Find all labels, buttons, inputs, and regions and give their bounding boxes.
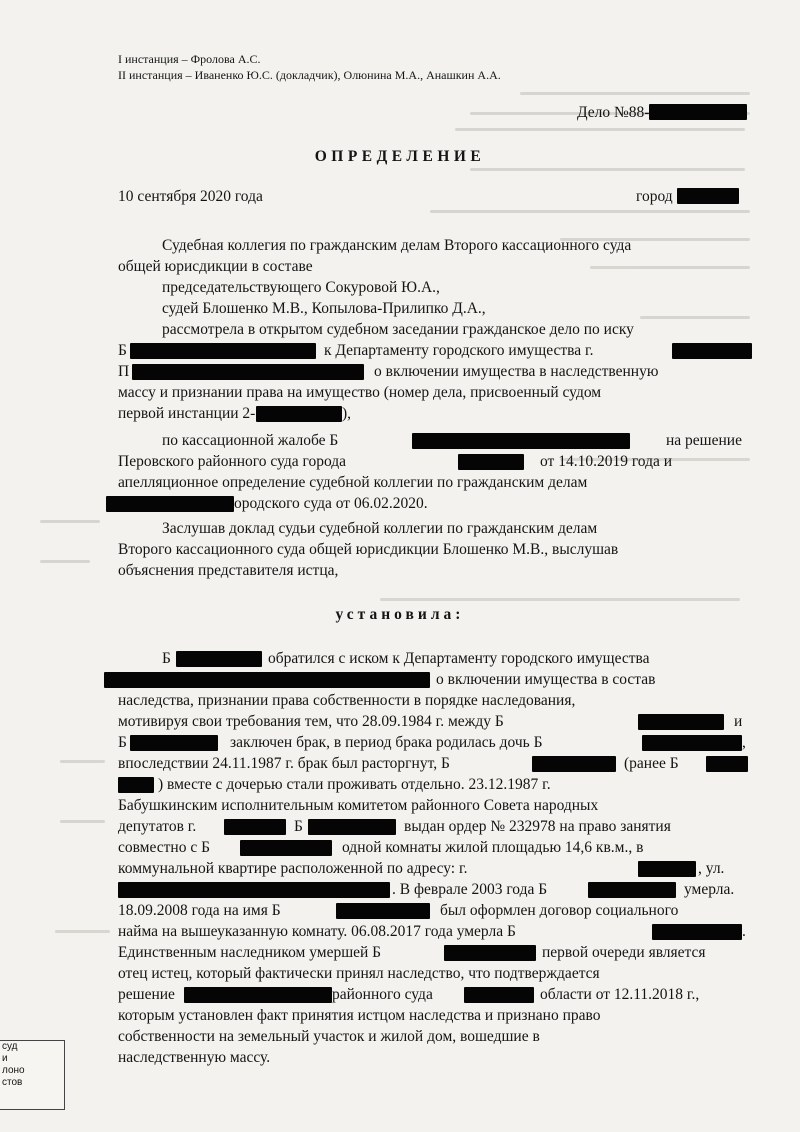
- redaction-box: [412, 433, 630, 449]
- text-line: Б: [162, 650, 171, 667]
- body-line: объяснения представителя истца,: [118, 562, 339, 579]
- body-line: общей юрисдикции в составе: [118, 258, 313, 275]
- redaction-box: [104, 672, 430, 688]
- text-line: ,: [742, 734, 746, 751]
- document-title: ОПРЕДЕЛЕНИЕ: [314, 148, 486, 165]
- body-line: председательствующего Сокуровой Ю.А.,: [162, 279, 440, 296]
- redaction-box: [638, 714, 724, 730]
- body-line: Второго кассационного суда общей юрисдикции Блошенко М.В., выслушав: [118, 541, 619, 558]
- stamp-line: и: [2, 1053, 8, 1064]
- body-line: о включении имущества в наследственную: [374, 363, 659, 380]
- body-line: от 14.10.2019 года и: [540, 453, 673, 470]
- text-line: ) вместе с дочерью стали проживать отдельно. 23.12.1987 г.: [158, 776, 551, 793]
- redaction-box: [677, 188, 739, 204]
- text-line: впоследствии 24.11.1987 г. брак был расторгнут, Б: [118, 755, 450, 772]
- section-heading: установила:: [335, 606, 465, 623]
- body-line: к Департаменту городского имущества г.: [324, 342, 594, 359]
- redaction-box: [336, 903, 430, 919]
- redaction-box: [672, 343, 752, 359]
- text-line: обратился с иском к Департаменту городского имущества: [268, 650, 650, 667]
- document-city: [636, 186, 739, 207]
- body-line: на решение: [666, 432, 742, 449]
- text-line: и: [734, 713, 743, 730]
- text-line: был оформлен договор социального: [440, 902, 679, 919]
- text-line: одной комнаты жилой площадью 14,6 кв.м., в: [342, 839, 644, 856]
- text-line: которым установлен факт принятия истцом наследства и признано право: [118, 1007, 601, 1024]
- first-instance-judge: I инстанция – Фролова А.С.: [118, 52, 261, 66]
- text-line: Б: [294, 818, 303, 835]
- text-line: собственности на земельный участок и жилой дом, вошедшие в: [118, 1028, 540, 1045]
- text-line: первой очереди является: [542, 944, 706, 961]
- text-line: совместно с Б: [118, 839, 210, 856]
- text-line: (ранее Б: [624, 755, 679, 772]
- body-line: массу и признании права на имущество (номер дела, присвоенный судом: [118, 384, 602, 401]
- redaction-box: [130, 343, 316, 359]
- case-number: [577, 104, 747, 122]
- redaction-box: [532, 756, 616, 772]
- partial-court-stamp: [0, 1040, 65, 1110]
- body-line: рассмотрела в открытом судебном заседании гражданское дело по иску: [162, 321, 634, 338]
- text-line: области от 12.11.2018 г.,: [540, 986, 700, 1003]
- redaction-box: [130, 735, 218, 751]
- text-line: Б: [118, 734, 127, 751]
- body-line: Заслушав доклад судьи судебной коллегии по гражданским делам: [162, 520, 598, 537]
- redaction-box: [106, 496, 234, 512]
- redaction-box: [444, 945, 536, 961]
- body-line: П: [118, 363, 130, 380]
- text-line: мотивируя свои требования тем, что 28.09.1984 г. между Б: [118, 713, 504, 730]
- body-line: первой инстанции 2-: [118, 405, 256, 422]
- text-line: районного суда: [332, 986, 433, 1003]
- redaction-box: [649, 104, 747, 120]
- text-line: наследства, признании права собственности в порядке наследования,: [118, 692, 576, 709]
- redaction-box: [240, 840, 332, 856]
- text-line: Единственным наследником умершей Б: [118, 944, 382, 961]
- body-line: Б: [118, 342, 127, 359]
- text-line: 18.09.2008 года на имя Б: [118, 902, 281, 919]
- redaction-box: [118, 882, 390, 898]
- text-line: Бабушкинским исполнительным комитетом районного Совета народных: [118, 797, 599, 814]
- redaction-box: [256, 406, 342, 422]
- redaction-box: [464, 987, 534, 1003]
- text-line: заключен брак, в период брака родилась дочь Б: [230, 734, 543, 751]
- stamp-line: стов: [2, 1077, 23, 1088]
- body-line: судей Блошенко М.В., Копылова-Прилипко Д.А.,: [162, 300, 486, 317]
- redaction-box: [638, 861, 696, 877]
- text-line: найма на вышеуказанную комнату. 06.08.2017 года умерла Б: [118, 923, 516, 940]
- text-line: . В феврале 2003 года Б: [392, 881, 548, 898]
- text-line: выдан ордер № 232978 на право занятия: [404, 818, 671, 835]
- text-line: , ул.: [698, 860, 725, 877]
- document-date: 10 сентября 2020 года: [118, 188, 263, 205]
- text-line: депутатов г.: [118, 818, 197, 835]
- redaction-box: [642, 735, 742, 751]
- body-line: по кассационной жалобе Б: [162, 432, 339, 449]
- redaction-box: [176, 651, 262, 667]
- body-line: апелляционное определение судебной коллегии по гражданским делам: [118, 474, 588, 491]
- redaction-box: [118, 777, 154, 793]
- text-line: умерла.: [684, 881, 735, 898]
- redaction-box: [308, 819, 396, 835]
- body-line: ),: [342, 405, 352, 422]
- redaction-box: [184, 987, 332, 1003]
- case-number-prefix: Дело №88-: [577, 104, 650, 121]
- body-line: ородского суда от 06.02.2020.: [234, 495, 428, 512]
- redaction-box: [458, 454, 524, 470]
- text-line: решение: [118, 986, 175, 1003]
- text-line: отец истец, который фактически принял наследство, что подтверждается: [118, 965, 600, 982]
- text-line: наследственную массу.: [118, 1049, 271, 1066]
- redaction-box: [224, 819, 286, 835]
- redaction-box: [132, 364, 364, 380]
- city-prefix: город: [636, 188, 673, 205]
- body-line: Судебная коллегия по гражданским делам Второго кассационного суда: [162, 237, 632, 254]
- redaction-box: [706, 756, 748, 772]
- body-line: Перовского районного суда города: [118, 453, 347, 470]
- redaction-box: [652, 924, 742, 940]
- text-line: о включении имущества в состав: [436, 671, 656, 688]
- redaction-box: [588, 882, 676, 898]
- text-line: коммунальной квартире расположенной по адресу: г.: [118, 860, 468, 877]
- stamp-line: суд: [2, 1041, 18, 1052]
- stamp-line: лоно: [2, 1065, 25, 1076]
- second-instance-judges: II инстанция – Иваненко Ю.С. (докладчик), Олюнина М.А., Анашкин А.А.: [118, 68, 501, 82]
- text-line: .: [742, 923, 746, 940]
